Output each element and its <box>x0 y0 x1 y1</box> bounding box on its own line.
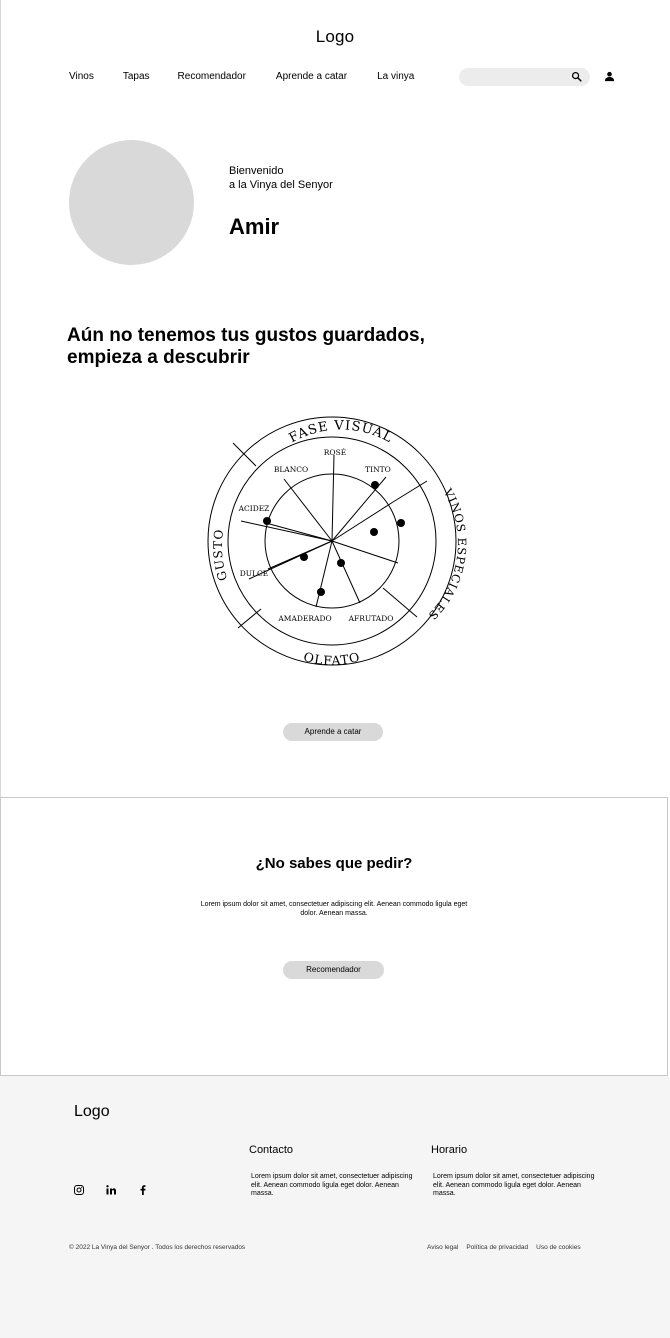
tasting-wheel[interactable] <box>205 413 469 669</box>
avatar[interactable] <box>69 140 194 265</box>
welcome-text: Bienvenido <box>229 165 284 177</box>
wheel-dot[interactable] <box>300 553 308 561</box>
footer <box>0 1076 670 1338</box>
legal-link-aviso[interactable]: Aviso legal <box>427 1244 459 1251</box>
wheel-label-vinos-especiales: VINOS ESPECIALES <box>425 486 469 623</box>
social-links <box>73 1184 149 1196</box>
wheel-label-rose: ROSÉ <box>323 448 347 457</box>
wheel-label-dulce: DULCE <box>239 569 269 578</box>
footer-hours-heading: Horario <box>431 1144 468 1156</box>
wheel-label-gusto: GUSTO <box>210 527 231 583</box>
nav-item-vinos[interactable]: Vinos <box>69 71 94 82</box>
recommender-title: ¿No sabes que pedir? <box>255 855 413 872</box>
welcome-subtext: a la Vinya del Senyor <box>229 179 333 191</box>
recommender-button[interactable]: Recomendador <box>283 961 384 979</box>
user-icon[interactable] <box>604 71 615 82</box>
wheel-label-blanco: BLANCO <box>273 465 309 474</box>
nav-item-aprende-a-catar[interactable]: Aprende a catar <box>275 71 348 82</box>
wheel-dot[interactable] <box>397 519 405 527</box>
wheel-dot[interactable] <box>263 517 271 525</box>
footer-logo[interactable]: Logo <box>74 1103 110 1120</box>
wheel-dot[interactable] <box>317 588 325 596</box>
wheel-label-olfato: OLFATO <box>302 648 362 669</box>
recommender-description: Lorem ipsum dolor sit amet, consectetuer adipiscing elit. Aenean commodo ligula eget dolor. Aenean massa. <box>200 901 468 917</box>
wheel-dot[interactable] <box>370 528 378 536</box>
wheel-dot[interactable] <box>371 481 379 489</box>
wheel-label-acidez: ACIDEZ <box>238 504 270 513</box>
search-icon[interactable] <box>571 71 582 82</box>
footer-contact-heading: Contacto <box>249 1144 294 1156</box>
legal-link-privacidad[interactable]: Política de privacidad <box>466 1244 529 1251</box>
instagram-icon[interactable] <box>73 1184 85 1196</box>
wheel-label-afrutado: AFRUTADO <box>348 614 394 623</box>
tastes-heading <box>67 325 425 369</box>
tastes-heading-line-1: Aún no tenemos tus gustos guardados, <box>67 325 425 346</box>
recommender-section <box>0 797 668 1076</box>
nav-item-tapas[interactable]: Tapas <box>122 71 150 82</box>
nav-item-recomendador[interactable]: Recomendador <box>177 71 246 82</box>
header-logo[interactable]: Logo <box>315 27 355 46</box>
wheel-dot[interactable] <box>337 559 345 567</box>
tastes-heading-line-2: empieza a descubrir <box>67 347 250 368</box>
learn-to-taste-button[interactable]: Aprende a catar <box>283 723 383 741</box>
linkedin-icon[interactable] <box>105 1184 117 1196</box>
nav-item-la-vinya[interactable]: La vinya <box>377 71 415 82</box>
copyright: © 2022 La Vinya del Senyor . Todos los derechos reservados <box>69 1244 246 1251</box>
user-name: Amir <box>229 214 280 239</box>
legal-link-cookies[interactable]: Uso de cookies <box>536 1244 581 1251</box>
footer-contact-text: Lorem ipsum dolor sit amet, consectetuer adipiscing elit. Aenean commodo ligula eget dolor. Aenean massa. <box>251 1173 413 1197</box>
wheel-label-tinto: TINTO <box>365 465 391 474</box>
facebook-icon[interactable] <box>137 1184 149 1196</box>
legal-links <box>427 1244 581 1251</box>
wheel-label-amaderado: AMADERADO <box>278 614 332 623</box>
wheel-label-fase-visual: FASE VISUAL <box>286 418 396 447</box>
footer-hours-text: Lorem ipsum dolor sit amet, consectetuer adipiscing elit. Aenean commodo ligula eget dolor. Aenean massa. <box>433 1173 595 1197</box>
main-nav <box>69 71 414 82</box>
